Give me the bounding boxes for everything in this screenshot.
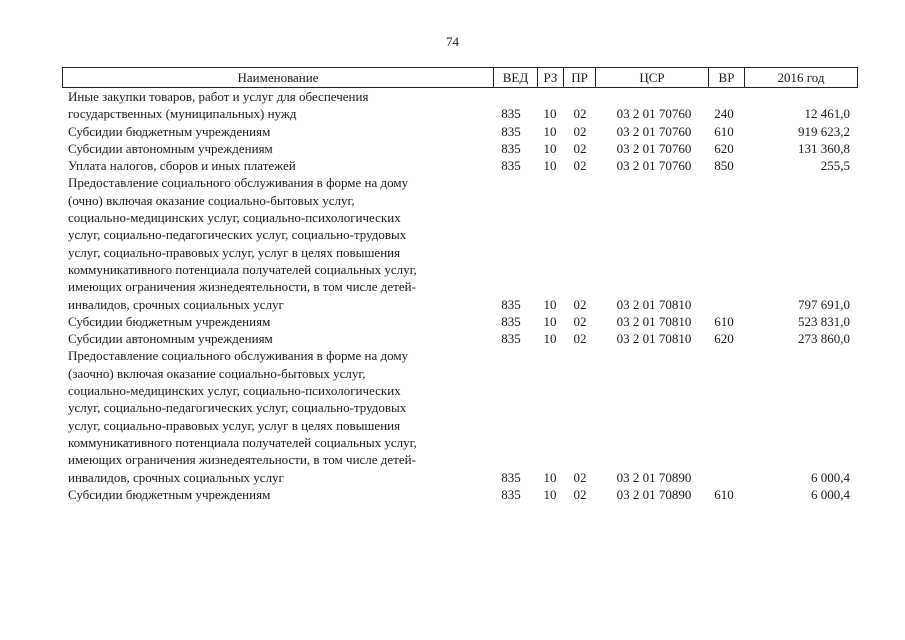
cell-csr: 03 2 01 70760 bbox=[616, 106, 692, 122]
cell-ved: 835 bbox=[501, 296, 521, 312]
row-name-line: Субсидии бюджетным учреждениям bbox=[68, 486, 271, 502]
row-name-line: государственных (муниципальных) нужд bbox=[68, 106, 297, 122]
cell-value: 255,5 bbox=[820, 158, 850, 174]
cell-csr: 03 2 01 70810 bbox=[616, 313, 692, 329]
cell-ved: 835 bbox=[501, 331, 521, 347]
cell-pr: 02 bbox=[573, 123, 587, 139]
row-name-line: услуг, социально-правовых услуг, услуг в целях повышения bbox=[68, 244, 401, 260]
cell-rz: 10 bbox=[543, 106, 557, 122]
table-row bbox=[62, 486, 862, 503]
cell-ved: 835 bbox=[501, 106, 521, 122]
cell-pr: 02 bbox=[573, 296, 587, 312]
cell-ved: 835 bbox=[501, 486, 521, 502]
cell-rz: 10 bbox=[543, 331, 557, 347]
header-year: 2016 год bbox=[744, 68, 858, 87]
row-name-line: Иные закупки товаров, работ и услуг для обеспечения bbox=[68, 89, 369, 104]
cell-ved: 835 bbox=[501, 469, 521, 485]
cell-value: 273 860,0 bbox=[798, 331, 850, 347]
cell-pr: 02 bbox=[573, 331, 587, 347]
table-row bbox=[62, 347, 862, 485]
table-row bbox=[62, 313, 862, 330]
row-name-line: имеющих ограничения жизнедеятельности, в том числе детей- bbox=[68, 452, 416, 468]
row-name-line: услуг, социально-педагогических услуг, социально-трудовых bbox=[68, 400, 407, 416]
cell-vr: 620 bbox=[714, 140, 734, 156]
row-name-line: социально-медицинских услуг, социально-психологических bbox=[68, 210, 401, 226]
cell-rz: 10 bbox=[543, 296, 557, 312]
row-name-line: (очно) включая оказание социально-бытовых услуг, bbox=[68, 192, 355, 208]
row-name-line: Субсидии бюджетным учреждениям bbox=[68, 313, 271, 329]
row-name-line: Субсидии автономным учреждениям bbox=[68, 331, 273, 347]
cell-rz: 10 bbox=[543, 123, 557, 139]
row-name-line: инвалидов, срочных социальных услуг bbox=[68, 469, 284, 485]
table-row bbox=[62, 88, 862, 123]
row-name-line: инвалидов, срочных социальных услуг bbox=[68, 296, 284, 312]
row-name-line: имеющих ограничения жизнедеятельности, в том числе детей- bbox=[68, 279, 416, 295]
row-name-line: услуг, социально-правовых услуг, услуг в целях повышения bbox=[68, 417, 401, 433]
cell-pr: 02 bbox=[573, 313, 587, 329]
table-row bbox=[62, 330, 862, 347]
cell-vr: 240 bbox=[714, 106, 734, 122]
cell-csr: 03 2 01 70890 bbox=[616, 469, 692, 485]
cell-csr: 03 2 01 70760 bbox=[616, 123, 692, 139]
cell-ved: 835 bbox=[501, 140, 521, 156]
cell-csr: 03 2 01 70810 bbox=[616, 296, 692, 312]
cell-vr: 610 bbox=[714, 313, 734, 329]
header-csr: ЦСР bbox=[595, 68, 708, 87]
cell-pr: 02 bbox=[573, 486, 587, 502]
row-name-line: Субсидии автономным учреждениям bbox=[68, 140, 273, 156]
page-number: 74 bbox=[446, 34, 459, 49]
cell-value: 797 691,0 bbox=[798, 296, 850, 312]
cell-ved: 835 bbox=[501, 313, 521, 329]
cell-value: 6 000,4 bbox=[811, 486, 850, 502]
cell-csr: 03 2 01 70760 bbox=[616, 140, 692, 156]
row-name-line: Предоставление социального обслуживания в форме на дому bbox=[68, 175, 409, 191]
cell-vr: 610 bbox=[714, 486, 734, 502]
header-ved: ВЕД bbox=[493, 68, 537, 87]
row-name-line: социально-медицинских услуг, социально-психологических bbox=[68, 383, 401, 399]
table-row bbox=[62, 123, 862, 140]
cell-rz: 10 bbox=[543, 140, 557, 156]
cell-csr: 03 2 01 70810 bbox=[616, 331, 692, 347]
cell-ved: 835 bbox=[501, 158, 521, 174]
cell-pr: 02 bbox=[573, 158, 587, 174]
cell-value: 919 623,2 bbox=[798, 123, 850, 139]
row-name-line: коммуникативного потенциала получателей социальных услуг, bbox=[68, 434, 417, 450]
cell-pr: 02 bbox=[573, 106, 587, 122]
table-header bbox=[62, 67, 858, 88]
cell-ved: 835 bbox=[501, 123, 521, 139]
cell-vr: 850 bbox=[714, 158, 734, 174]
row-name-line: услуг, социально-педагогических услуг, социально-трудовых bbox=[68, 227, 407, 243]
table-row bbox=[62, 140, 862, 157]
row-name-line: (заочно) включая оказание социально-бытовых услуг, bbox=[68, 365, 366, 381]
cell-vr: 610 bbox=[714, 123, 734, 139]
header-pr: ПР bbox=[563, 68, 595, 87]
table-row bbox=[62, 174, 862, 312]
row-name-line: Уплата налогов, сборов и иных платежей bbox=[68, 158, 296, 174]
table-row bbox=[62, 157, 862, 174]
cell-value: 523 831,0 bbox=[798, 313, 850, 329]
header-vr: ВР bbox=[708, 68, 744, 87]
header-name: Наименование bbox=[62, 68, 493, 87]
cell-csr: 03 2 01 70890 bbox=[616, 486, 692, 502]
cell-vr: 620 bbox=[714, 331, 734, 347]
cell-rz: 10 bbox=[543, 469, 557, 485]
cell-value: 6 000,4 bbox=[811, 469, 850, 485]
cell-value: 12 461,0 bbox=[804, 106, 850, 122]
row-name-line: коммуникативного потенциала получателей социальных услуг, bbox=[68, 261, 417, 277]
header-rz: РЗ bbox=[537, 68, 563, 87]
cell-rz: 10 bbox=[543, 313, 557, 329]
cell-value: 131 360,8 bbox=[798, 140, 850, 156]
cell-pr: 02 bbox=[573, 140, 587, 156]
cell-csr: 03 2 01 70760 bbox=[616, 158, 692, 174]
table-body bbox=[62, 88, 862, 503]
cell-pr: 02 bbox=[573, 469, 587, 485]
cell-rz: 10 bbox=[543, 158, 557, 174]
row-name-line: Субсидии бюджетным учреждениям bbox=[68, 123, 271, 139]
cell-rz: 10 bbox=[543, 486, 557, 502]
row-name-line: Предоставление социального обслуживания в форме на дому bbox=[68, 348, 409, 364]
